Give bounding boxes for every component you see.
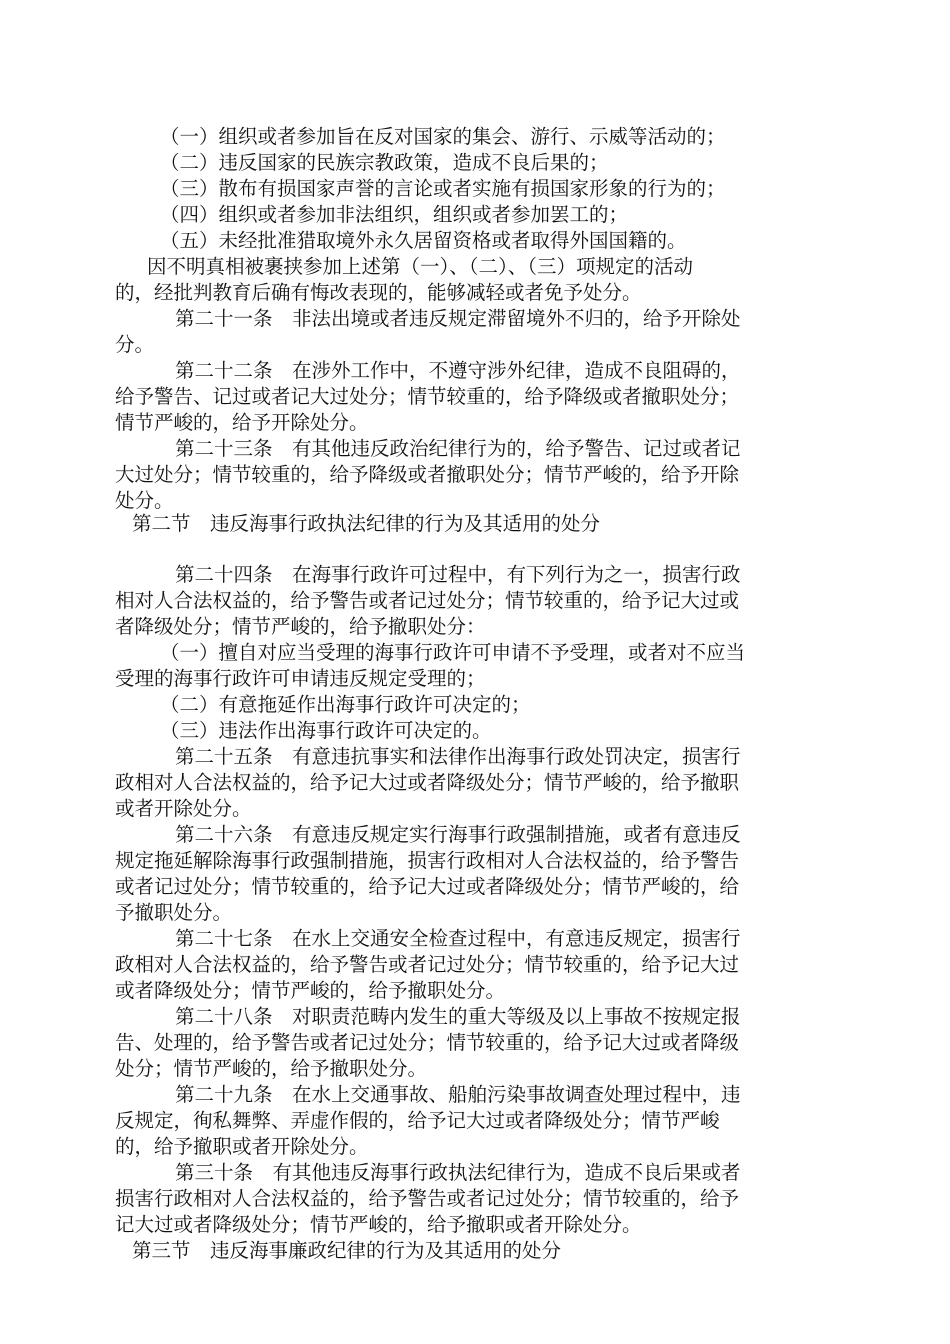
text-line: 大过处分；情节较重的，给予降级或者撤职处分；情节严峻的，给予开除 bbox=[115, 463, 740, 486]
text-line: 记大过或者降级处分；情节严峻的，给予撤职或者开除处分。 bbox=[115, 1213, 642, 1236]
text-line: 受理的海事行政许可申请违反规定受理的； bbox=[115, 667, 486, 690]
text-line: 告、处理的，给予警告或者记过处分；情节较重的，给予记大过或者降级 bbox=[115, 1031, 740, 1054]
text-line: 第二十八条 对职责范畴内发生的重大等级及以上事故不按规定报 bbox=[175, 1005, 741, 1028]
text-line: 损害行政相对人合法权益的，给予警告或者记过处分；情节较重的，给予 bbox=[115, 1187, 740, 1210]
section-heading: 第三节 违反海事廉政纪律的行为及其适用的处分 bbox=[132, 1239, 562, 1262]
text-line: 反规定，徇私舞弊、弄虚作假的，给予记大过或者降级处分；情节严峻 bbox=[115, 1109, 720, 1132]
text-line: 第二十三条 有其他违反政治纪律行为的，给予警告、记过或者记 bbox=[175, 437, 741, 460]
text-line: 或者开除处分。 bbox=[115, 797, 252, 820]
text-line: （一）擅自对应当受理的海事行政许可申请不予受理，或者对不应当 bbox=[160, 641, 746, 664]
text-line: 分。 bbox=[115, 333, 155, 356]
text-line: 第二十五条 有意违抗事实和法律作出海事行政处罚决定，损害行 bbox=[175, 745, 741, 768]
text-line: 处分。 bbox=[115, 489, 174, 512]
text-line: 第二十一条 非法出境或者违反规定滞留境外不归的，给予开除处 bbox=[175, 307, 741, 330]
text-line: 或者降级处分；情节严峻的，给予撤职处分。 bbox=[115, 979, 506, 1002]
text-line: 的，经批判教育后确有悔改表现的，能够减轻或者免予处分。 bbox=[115, 281, 642, 304]
text-line: 第二十四条 在海事行政许可过程中，有下列行为之一，损害行政 bbox=[175, 563, 741, 586]
text-line: （一）组织或者参加旨在反对国家的集会、游行、示威等活动的； bbox=[160, 125, 726, 148]
text-line: 情节严峻的，给予开除处分。 bbox=[115, 411, 369, 434]
text-line: （三）散布有损国家声誉的言论或者实施有损国家形象的行为的； bbox=[160, 177, 726, 200]
text-line: （三）违法作出海事行政许可决定的。 bbox=[160, 719, 492, 742]
text-line: 相对人合法权益的，给予警告或者记过处分；情节较重的，给予记大过或 bbox=[115, 589, 740, 612]
text-line: 或者记过处分；情节较重的，给予记大过或者降级处分；情节严峻的，给 bbox=[115, 875, 740, 898]
text-line: 第二十二条 在涉外工作中，不遵守涉外纪律，造成不良阻碍的， bbox=[175, 359, 741, 382]
text-line: 予撤职处分。 bbox=[115, 901, 233, 924]
text-line: 者降级处分；情节严峻的，给予撤职处分： bbox=[115, 615, 486, 638]
section-heading: 第二节 违反海事行政执法纪律的行为及其适用的处分 bbox=[132, 512, 601, 535]
text-line: 第二十九条 在水上交通事故、船舶污染事故调查处理过程中，违 bbox=[175, 1083, 741, 1106]
text-line: 政相对人合法权益的，给予记大过或者降级处分；情节严峻的，给予撤职 bbox=[115, 771, 740, 794]
text-line: 因不明真相被裹挟参加上述第（一）、（二）、（三）项规定的活动 bbox=[147, 255, 694, 278]
text-line: 第三十条 有其他违反海事行政执法纪律行为，造成不良后果或者 bbox=[175, 1161, 741, 1184]
text-line: 规定拖延解除海事行政强制措施，损害行政相对人合法权益的，给予警告 bbox=[115, 849, 740, 872]
text-line: （二）有意拖延作出海事行政许可决定的； bbox=[160, 693, 531, 716]
text-line: 政相对人合法权益的，给予警告或者记过处分；情节较重的，给予记大过 bbox=[115, 953, 740, 976]
text-line: （四）组织或者参加非法组织，组织或者参加罢工的； bbox=[160, 203, 629, 226]
text-line: 给予警告、记过或者记大过处分；情节较重的，给予降级或者撤职处分； bbox=[115, 385, 740, 408]
text-line: 第二十六条 有意违反规定实行海事行政强制措施，或者有意违反 bbox=[175, 823, 741, 846]
text-line: 处分；情节严峻的，给予撤职处分。 bbox=[115, 1057, 428, 1080]
text-line: （五）未经批准猎取境外永久居留资格或者取得外国国籍的。 bbox=[160, 229, 687, 252]
text-line: 第二十七条 在水上交通安全检查过程中，有意违反规定，损害行 bbox=[175, 927, 741, 950]
text-line: （二）违反国家的民族宗教政策，造成不良后果的； bbox=[160, 151, 609, 174]
text-line: 的，给予撤职或者开除处分。 bbox=[115, 1135, 369, 1158]
